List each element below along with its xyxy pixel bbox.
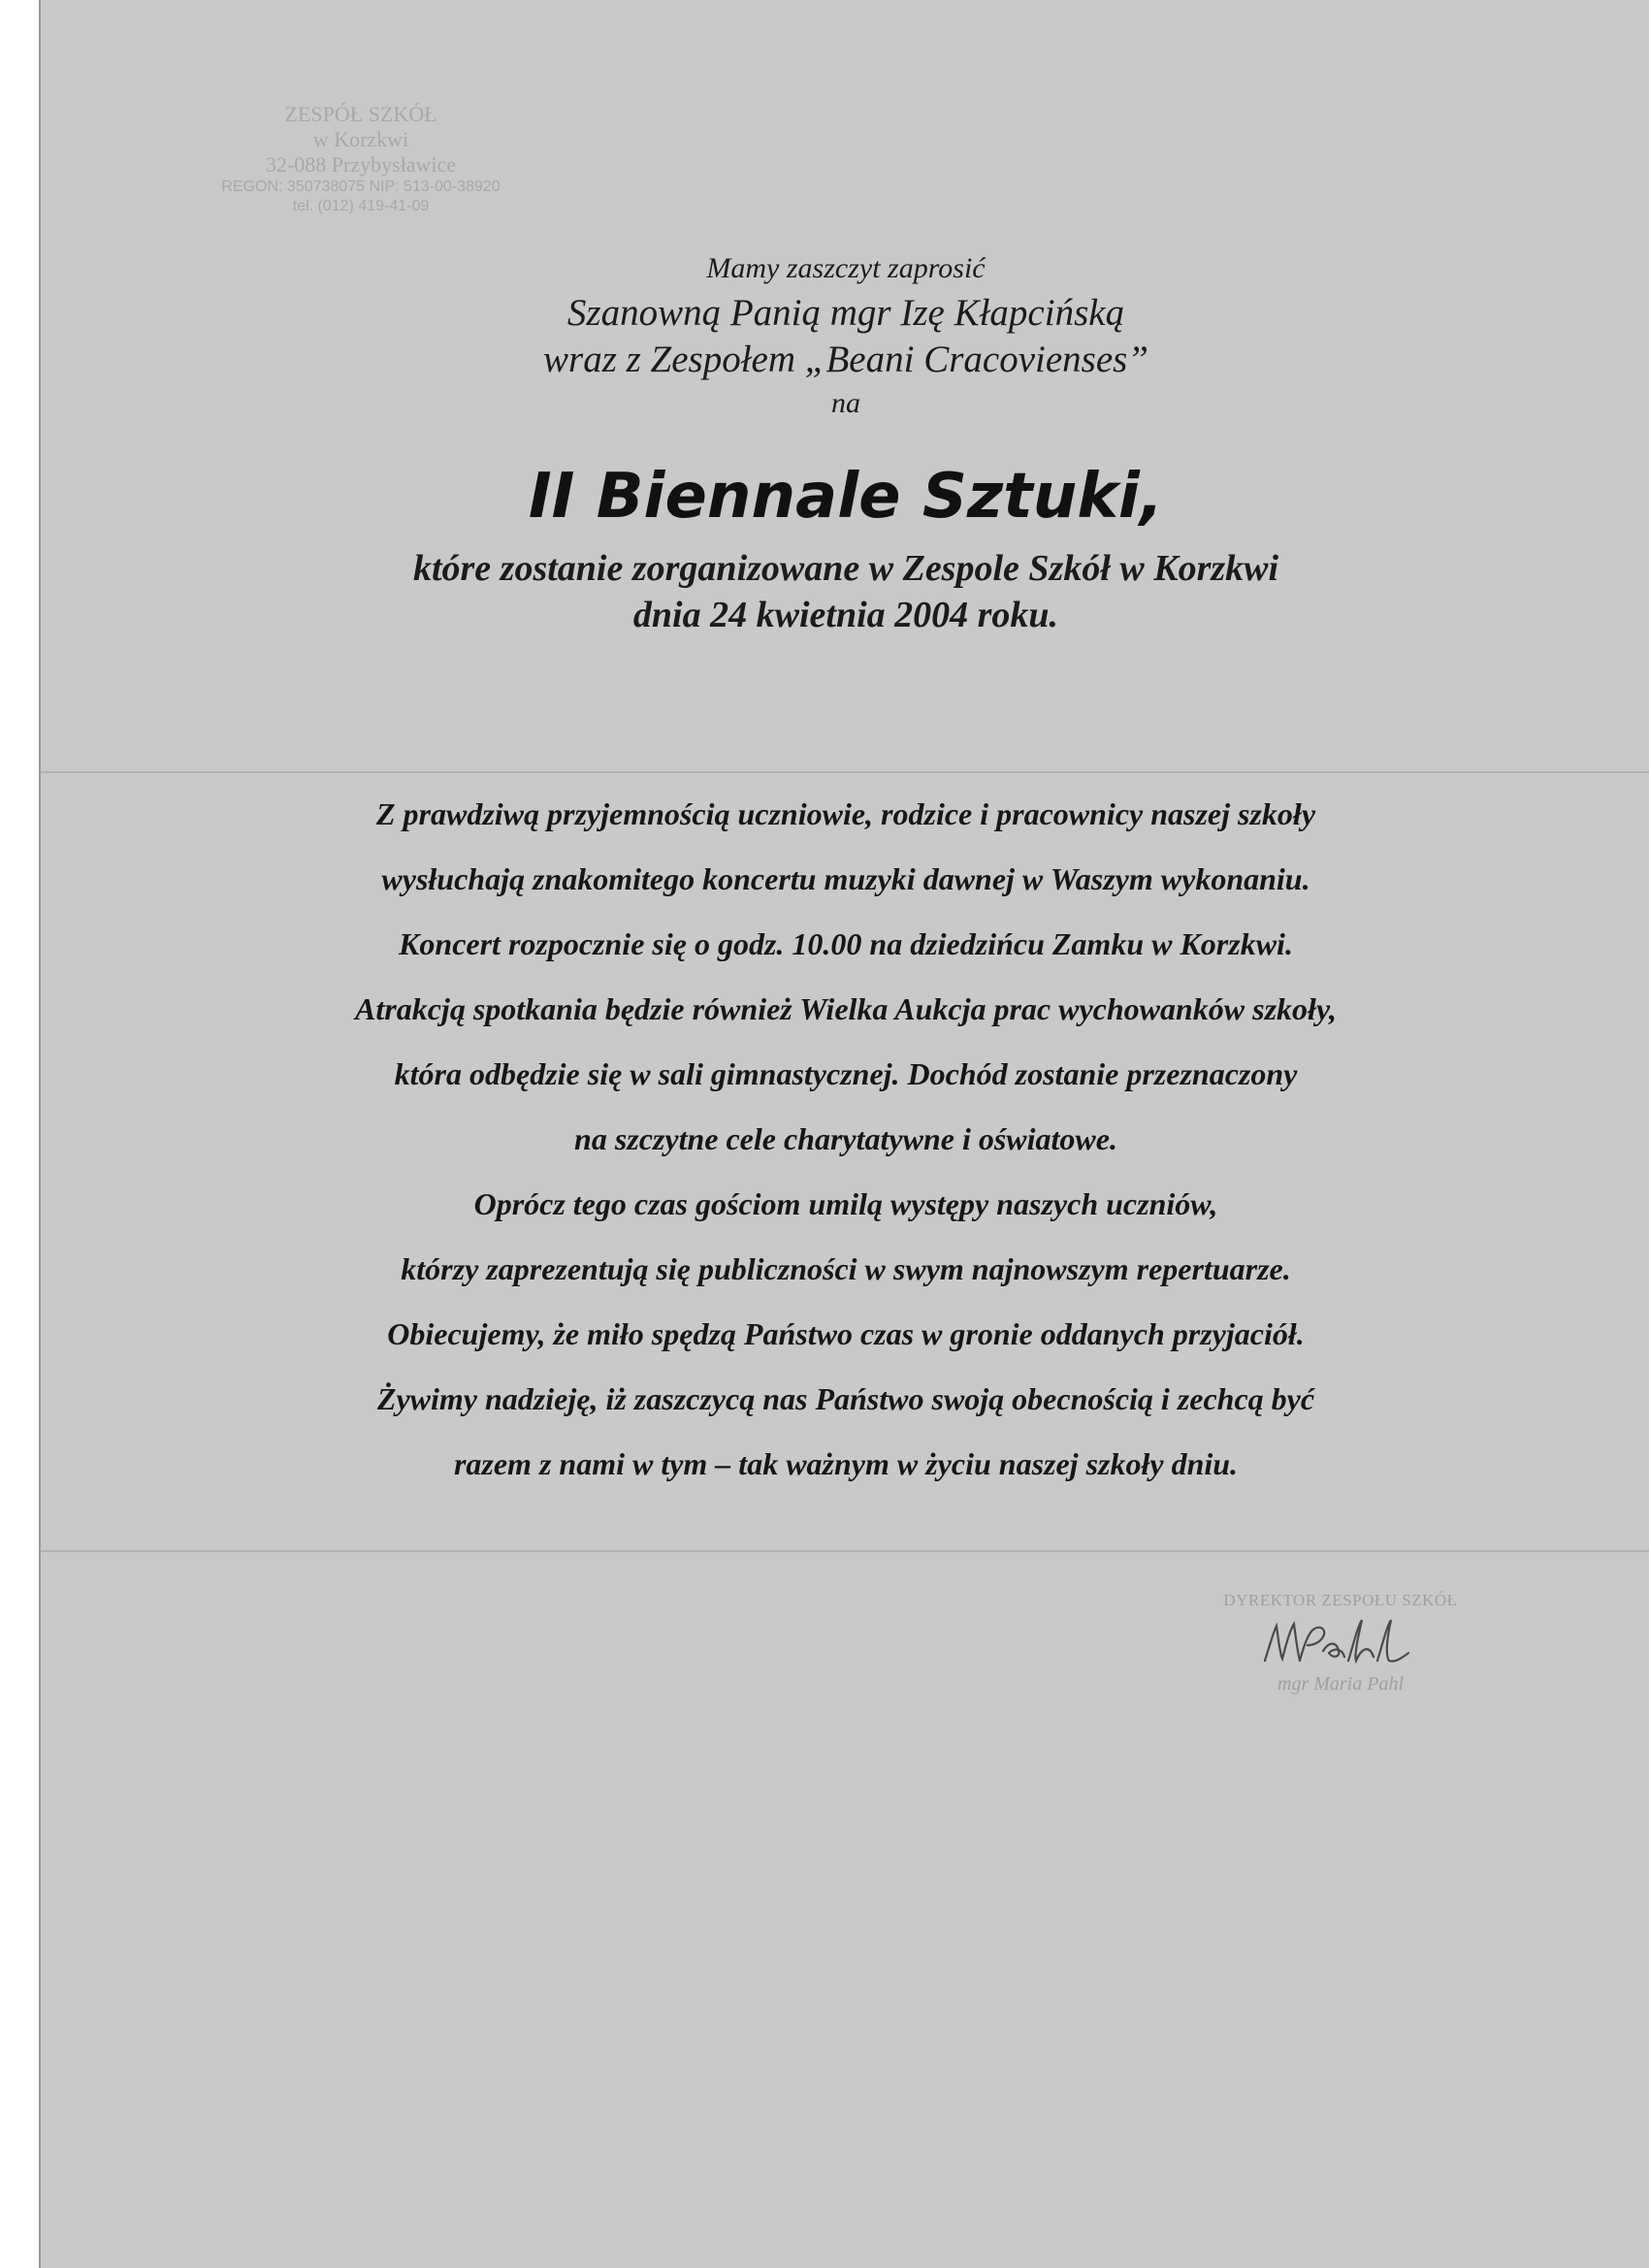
handwritten-signature bbox=[1253, 1612, 1428, 1674]
body-line: którzy zaprezentują się publiczności w swym najnowszym repertuarze. bbox=[401, 1251, 1291, 1286]
signature-block bbox=[1156, 1591, 1525, 1696]
school-stamp bbox=[138, 102, 584, 216]
body-line: Atrakcją spotkania będzie również Wielka Aukcja prac wychowanków szkoły, bbox=[355, 991, 1337, 1026]
stamp-line: REGON: 350738075 NIP: 513-00-38920 bbox=[221, 178, 501, 195]
letter-body bbox=[41, 782, 1649, 1497]
addressee-line: Szanowną Panią mgr Izę Kłapcińską bbox=[566, 292, 1125, 334]
venue-line: które zostanie zorganizowane w Zespole Szkół w Korzkwi bbox=[412, 548, 1279, 589]
fold-line bbox=[41, 1550, 1649, 1552]
event-subtitle bbox=[41, 545, 1649, 638]
letter-sheet bbox=[39, 0, 1649, 2268]
signatory-name: mgr Maria Pahl bbox=[1277, 1673, 1404, 1695]
body-line: na szczytne cele charytatywne i oświatowe. bbox=[574, 1121, 1117, 1156]
fold-line bbox=[41, 771, 1649, 773]
stamp-line: ZESPÓŁ SZKÓŁ bbox=[284, 102, 437, 126]
body-line: która odbędzie się w sali gimnastycznej. Dochód zostanie przeznaczony bbox=[394, 1056, 1298, 1091]
ensemble-line: wraz z Zespołem „Beani Cracovienses” bbox=[543, 339, 1148, 380]
heading-line: na bbox=[831, 387, 860, 419]
stamp-line: 32-088 Przybysławice bbox=[265, 152, 457, 177]
body-line: Koncert rozpocznie się o godz. 10.00 na dziedzińcu Zamku w Korzkwi. bbox=[399, 926, 1293, 961]
stamp-line: w Korzkwi bbox=[312, 127, 409, 151]
body-line: razem z nami w tym – tak ważnym w życiu naszej szkoły dniu. bbox=[453, 1446, 1239, 1481]
invitation-heading bbox=[41, 247, 1649, 424]
heading-line: Mamy zaszczyt zaprosić bbox=[706, 252, 986, 284]
signatory-title: DYREKTOR ZESPOŁU SZKÓŁ bbox=[1223, 1591, 1458, 1609]
date-line: dnia 24 kwietnia 2004 roku. bbox=[632, 595, 1059, 635]
body-line: Żywimy nadzieję, iż zaszczycą nas Państwo swoją obecnością i zechcą być bbox=[376, 1381, 1315, 1416]
body-line: Oprócz tego czas gościom umilą występy naszych uczniów, bbox=[473, 1186, 1218, 1221]
body-line: wysłuchają znakomitego koncertu muzyki dawnej w Waszym wykonaniu. bbox=[381, 861, 1310, 896]
event-title: II Biennale Sztuki, bbox=[528, 461, 1164, 533]
body-line: Z prawdziwą przyjemnością uczniowie, rodzice i pracownicy naszej szkoły bbox=[375, 796, 1316, 831]
stamp-line: tel. (012) 419-41-09 bbox=[292, 198, 430, 214]
body-line: Obiecujemy, że miło spędzą Państwo czas w gronie oddanych przyjaciół. bbox=[387, 1316, 1305, 1351]
